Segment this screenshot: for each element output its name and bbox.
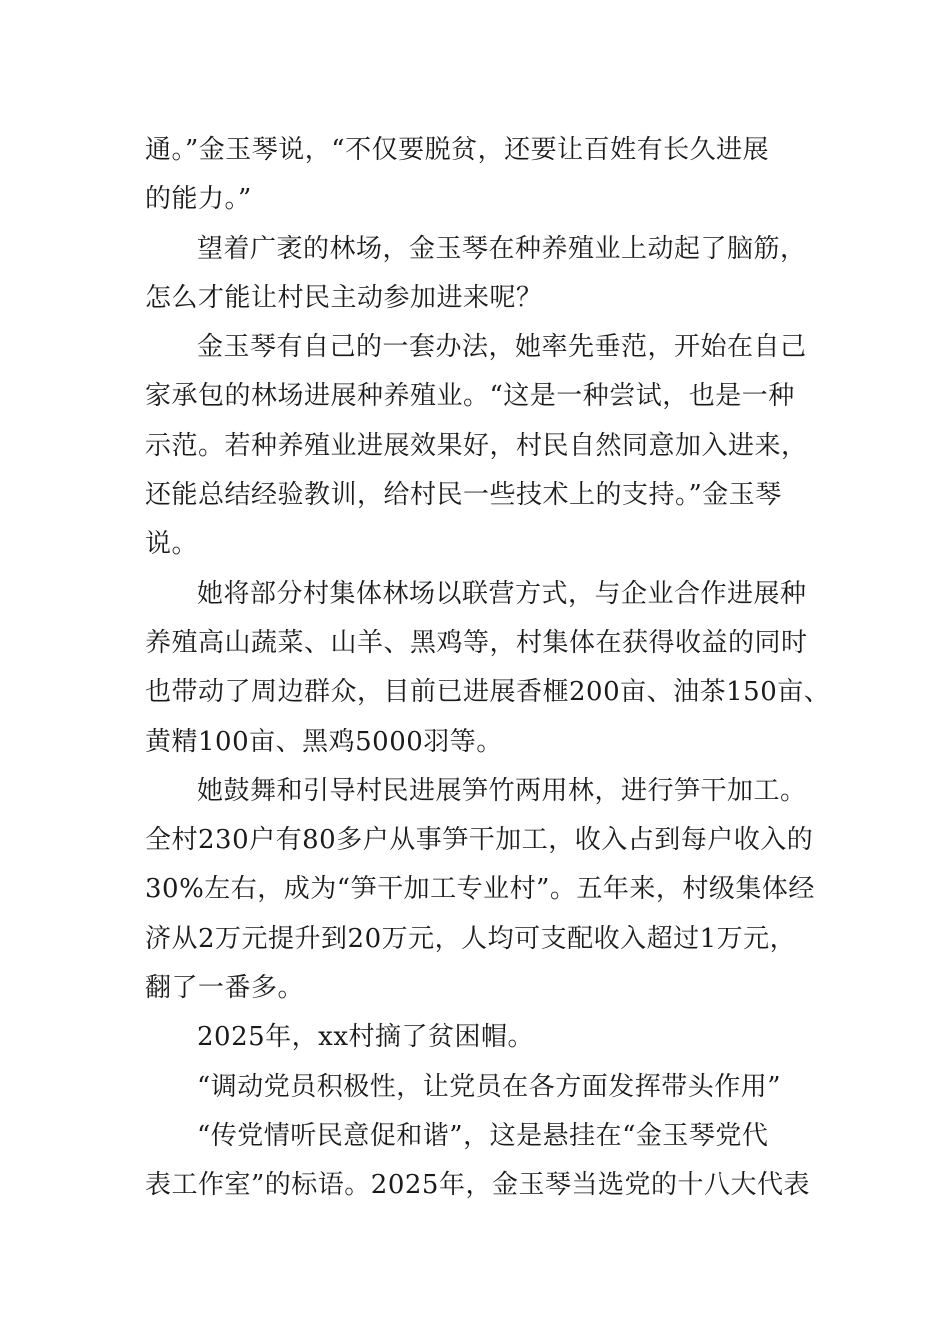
text-line: 通。”金玉琴说，“不仅要脱贫，还要让百姓有长久进展 xyxy=(145,135,770,165)
paragraph-start-line: 她将部分村集体林场以联营方式，与企业合作进展种 xyxy=(197,578,807,609)
text-line: 也带动了周边群众，目前已进展香榧200亩、油茶150亩、 xyxy=(145,677,831,708)
text-line: 翻了一番多。 xyxy=(145,973,305,1004)
section-heading-line: “调动党员积极性，让党员在各方面发挥带头作用” xyxy=(197,1071,782,1102)
text-line: 30%左右，成为“笋干加工专业村”。五年来，村级集体经 xyxy=(145,874,815,905)
text-line: 黄精100亩、黑鸡5000羽等。 xyxy=(145,726,503,757)
text-line: 全村230户有80多户从事笋干加工，收入占到每户收入的 xyxy=(145,825,814,856)
text-line: 养殖高山蔬菜、山羊、黑鸡等，村集体在获得收益的同时 xyxy=(145,627,808,658)
paragraph-start-line: 2025年，xx村摘了贫困帽。 xyxy=(197,1022,534,1053)
text-line: 家承包的林场进展种养殖业。“这是一种尝试，也是一种 xyxy=(145,381,795,412)
text-line: 还能总结经验教训，给村民一些技术上的支持。”金玉琴 xyxy=(145,480,782,511)
text-line: 济从2万元提升到20万元，人均可支配收入超过1万元， xyxy=(145,923,797,954)
text-line: 示范。若种养殖业进展效果好，村民自然同意加入进来， xyxy=(145,430,808,461)
text-line: 说。 xyxy=(145,529,199,560)
paragraph-start-line: 她鼓舞和引导村民进展笋竹两用林，进行笋干加工。 xyxy=(197,775,807,806)
paragraph-start-line: “传党情听民意促和谐”，这是悬挂在“金玉琴党代 xyxy=(197,1120,769,1151)
document-body xyxy=(145,126,831,1211)
paragraph-start-line: 望着广袤的林场，金玉琴在种养殖业上动起了脑筋， xyxy=(197,233,807,264)
text-line: 怎么才能让村民主动参加进来呢？ xyxy=(145,282,543,313)
text-line: 的能力。” xyxy=(145,184,252,215)
paragraph-start-line: 金玉琴有自己的一套办法，她率先垂范，开始在自己 xyxy=(197,332,807,363)
text-line: 表工作室”的标语。2025年，金玉琴当选党的十八大代表 xyxy=(145,1170,810,1201)
